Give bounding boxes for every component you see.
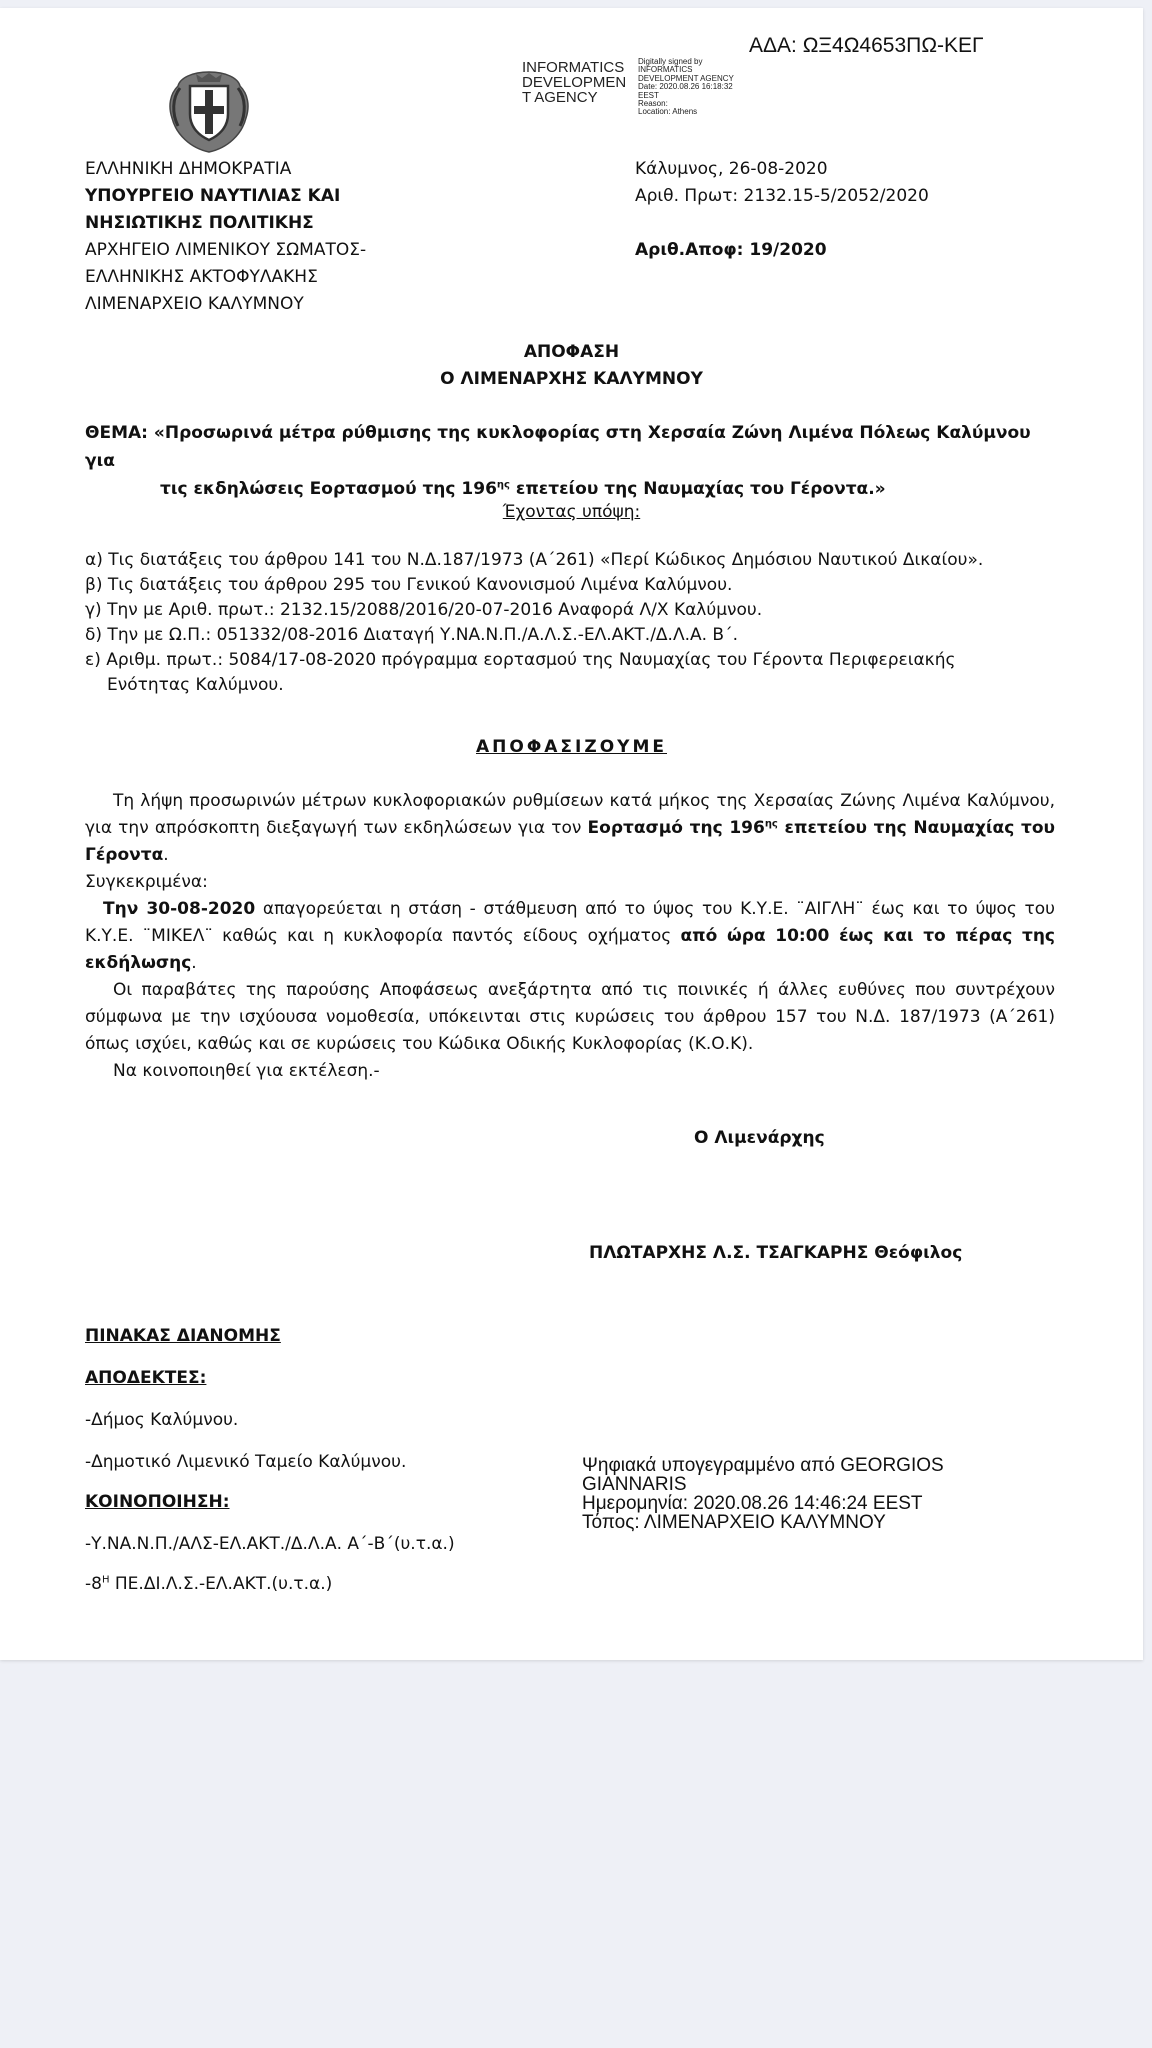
body-paragraph [85,896,1055,977]
org-line: ΛΙΜΕΝΑΡΧΕΙΟ ΚΑΛΥΜΝΟΥ [85,294,304,314]
cc-item [85,1574,332,1594]
cc-text: ΠΕ.ΔΙ.Λ.Σ.-ΕΛ.ΑΚΤ.(υ.τ.α.) [109,1574,333,1594]
org-line: ΥΠΟΥΡΓΕΙΟ ΝΑΥΤΙΛΙΑΣ ΚΑΙ [85,186,341,206]
place-date: Κάλυμνος, 26-08-2020 [635,159,828,179]
signer-detail-line: Date: 2020.08.26 16:18:32 [638,82,733,92]
decide-heading: ΑΠΟΦΑΣΙΖΟΥΜΕ [475,737,667,757]
subject-text: επετείου της Ναυμαχίας του Γέροντα.» [509,479,886,499]
body-text: απαγορεύεται η στάση - στάθμευση από το ύψος του Κ.Υ.Ε. ¨ΑΙΓΛΗ¨ έως και το ύψος του Κ.Υ.Ε. ¨ΜΙΚΕΛ¨ καθώς και η κυκλοφορία παντός είδους οχήματος [85,899,1056,946]
body-paragraph: Οι παραβάτες της παρούσης Αποφάσεως ανεξάρτητα από τις ποινικές ή άλλες ευθύνες που συντρέχουν σύμφωνα με την ισχύουσα νομοθεσία, υπόκεινται στις κυρώσεις του άρθρου 157 του Ν.Δ. 187/1973 (Α΄261) όπως ισχύει, καθώς και σε κυρώσεις του Κώδικα Οδικής Κυκλοφορίας (Κ.Ο.Κ). [85,980,1055,1054]
digital-signature-line: Ημερομηνία: 2020.08.26 14:46:24 EEST [582,1493,923,1514]
signer-detail-line: Location: Athens [638,107,698,117]
signer-org-line: T AGENCY [522,89,598,106]
document-page [0,8,1143,1660]
digital-signature-line: Ψηφιακά υπογεγραμμένο από GEORGIOS [582,1455,944,1476]
signer-detail-line: INFORMATICS [638,65,693,75]
document-title: ΑΠΟΦΑΣΗ [523,342,620,362]
body-text: Τη λήψη προσωρινών μέτρων κυκλοφοριακών ρυθμίσεων κατά μήκος της Χερσαίας Ζώνης Λιμένα Καλύμνου, για την απρόσκοπτη διεξαγωγή των εκδηλώσεων για τον [85,791,1055,838]
signatory-name: ΠΛΩΤΑΡΧΗΣ Λ.Σ. ΤΣΑΓΚΑΡΗΣ Θεόφιλος [589,1243,963,1263]
ordinal-suffix: Η [101,1574,110,1586]
considering-item: ε) Αριθμ. πρωτ.: 5084/17-08-2020 πρόγραμμα εορτασμού της Ναυμαχίας του Γέροντα Περιφερειακής [85,650,956,670]
subject-line: ΘΕΜΑ: «Προσωρινά μέτρα ρύθμισης της κυκλοφορίας στη Χερσαία Ζώνη Λιμένα Πόλεως Καλύμνου για [85,423,1031,471]
org-line: ΕΛΛΗΝΙΚΗΣ ΑΚΤΟΦΥΛΑΚΗΣ [85,267,318,287]
recipient-item: -Δήμος Καλύμνου. [85,1410,239,1430]
considering-item: γ) Την με Αριθ. πρωτ.: 2132.15/2088/2016/20-07-2016 Αναφορά Λ/Χ Καλύμνου. [85,600,763,620]
signatory-role: Ο Λιμενάρχης [694,1128,825,1148]
org-line: ΝΗΣΙΩΤΙΚΗΣ ΠΟΛΙΤΙΚΗΣ [85,213,314,233]
cc-item: -Υ.ΝΑ.Ν.Π./ΑΛΣ-ΕΛ.ΑΚΤ./Δ.Λ.Α. Α΄-Β΄(υ.τ.α.) [85,1534,455,1554]
signer-detail-line: Reason: [638,99,668,109]
body-text: . [163,845,169,865]
digital-signature-line: GIANNARIS [582,1474,687,1495]
decision-number: Αριθ.Αποφ: 19/2020 [635,240,827,260]
body-paragraph [85,788,1055,869]
digital-signature-line: Τόπος: ΛΙΜΕΝΑΡΧΕΙΟ ΚΑΛΥΜΝΟΥ [582,1512,886,1533]
distribution-heading: ΠΙΝΑΚΑΣ ΔΙΑΝΟΜΗΣ [85,1326,281,1346]
greek-coat-of-arms-emblem [166,68,252,154]
body-bold: Την 30-08-2020 [103,899,256,919]
org-line: ΑΡΧΗΓΕΙΟ ΛΙΜΕΝΙΚΟΥ ΣΩΜΑΤΟΣ- [85,240,367,260]
reference-block [635,156,929,264]
ordinal-suffix: ης [496,479,510,491]
specifically-label: Συγκεκριμένα: [85,872,208,892]
signer-detail-line: DEVELOPMENT AGENCY [638,73,734,83]
digital-signature [582,1456,944,1532]
signer-detail-line: EEST [638,90,659,100]
document-subtitle: Ο ΛΙΜΕΝΑΡΧΗΣ ΚΑΛΥΜΝΟΥ [440,369,703,389]
considering-list [85,548,983,698]
protocol-number: Αριθ. Πρωτ: 2132.15-5/2052/2020 [635,186,929,206]
body-bold: Εορτασμό της 196 [587,818,765,838]
recipient-item: -Δημοτικό Λιμενικό Ταμείο Καλύμνου. [85,1452,407,1472]
considering-item: δ) Την με Ω.Π.: 051332/08-2016 Διαταγή Υ.ΝΑ.Ν.Π./Α.Λ.Σ.-ΕΛ.ΑΚΤ./Δ.Λ.Α. Β΄. [85,625,738,645]
cc-text: -8 [85,1574,102,1594]
recipients-heading: ΑΠΟΔΕΚΤΕΣ: [85,1368,207,1388]
signer-org-line: INFORMATICS [522,59,625,76]
considering-heading: Έχοντας υπόψη: [502,502,641,522]
ordinal-suffix: ης [764,818,778,830]
issuing-authority [85,156,366,318]
body-bold: επετείου της Ναυμαχίας του Γέροντα [85,818,1055,865]
subject [85,419,1065,503]
body-paragraph: Να κοινοποιηθεί για εκτέλεση.- [113,1061,380,1081]
signer-details [638,58,734,117]
decision-body [85,788,1055,1085]
considering-item: α) Τις διατάξεις του άρθρου 141 του Ν.Δ.187/1973 (Α΄261) «Περί Κώδικος Δημόσιου Ναυτικού Δικαίου». [85,550,984,570]
signer-detail-line: Digitally signed by [638,57,703,66]
signer-org [522,60,626,105]
cc-heading: ΚΟΙΝΟΠΟΙΗΣΗ: [85,1492,230,1512]
body-text: . [191,953,197,973]
subject-line [85,475,1065,503]
body-bold: από ώρα 10:00 έως και το πέρας της εκδήλωσης [85,926,1056,973]
signer-org-line: DEVELOPMEN [522,74,627,91]
considering-item-continued: Ενότητας Καλύμνου. [107,675,284,695]
ada-code: ΑΔΑ: ΩΞ4Ω4653ΠΩ-ΚΕΓ [749,34,984,57]
considering-item: β) Τις διατάξεις του άρθρου 295 του Γενικού Κανονισμού Λιμένα Καλύμνου. [85,575,733,595]
subject-text: τις εκδηλώσεις Εορτασμού της 196 [160,479,497,499]
org-line: ΕΛΛΗΝΙΚΗ ΔΗΜΟΚΡΑΤΙΑ [85,159,292,179]
